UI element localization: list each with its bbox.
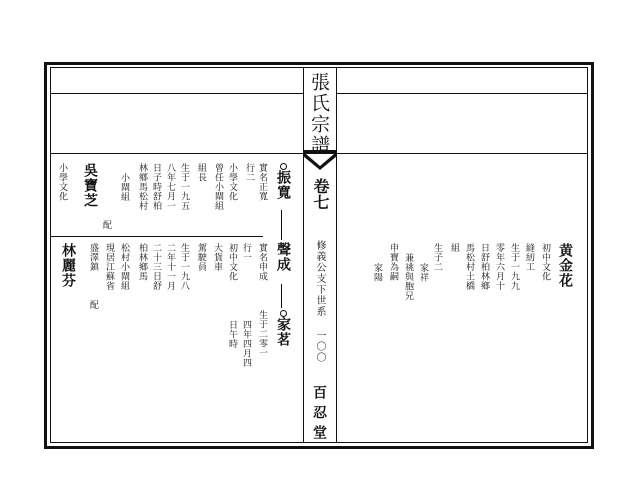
- volume-label: 卷七: [311, 178, 330, 210]
- bio-col: 小學文化: [57, 163, 67, 201]
- rule-left-header: [50, 153, 303, 154]
- bio-col: 日午時: [227, 320, 237, 349]
- bio-col: 松村小閘組: [119, 243, 129, 291]
- bio-col: 曾任小閘組: [213, 163, 223, 211]
- bio-col: 零年六月十: [494, 243, 504, 291]
- bio-col: 小閘組: [119, 173, 129, 202]
- bio-col: 初中文化: [540, 243, 550, 281]
- rule-left-middle: [50, 236, 263, 237]
- bio-col: 二十三日舒: [151, 243, 161, 291]
- bio-col: 縫紉工: [524, 243, 534, 272]
- lineage-connector: [281, 284, 282, 308]
- bio-col: 日子時舒柏: [151, 163, 161, 211]
- bio-col: 二年十一月: [165, 243, 175, 291]
- bio-col: 生于一九八: [179, 243, 189, 291]
- spouse-name-linlifen: 林麗芬: [60, 243, 76, 288]
- spouse-prefix: 配: [88, 300, 98, 310]
- child-note: 申寶為嗣: [388, 243, 398, 281]
- bio-col: 生于一九九: [509, 243, 519, 291]
- bio-col: 生于二零一: [257, 310, 267, 358]
- spouse-prefix: 配: [101, 220, 111, 230]
- children-label: 生子二: [432, 243, 442, 272]
- person-name-huangjinhua: 黄金花: [557, 243, 573, 288]
- child-name: 家祥: [418, 263, 428, 282]
- bio-col: 行二: [244, 163, 254, 182]
- bio-col: 四年四月四: [241, 320, 251, 368]
- bio-col: 盛澤鎮: [88, 243, 98, 272]
- generation-marker: [280, 163, 287, 170]
- rule-right-top: [336, 93, 588, 94]
- bio-col: 日舒柏林鄉: [479, 243, 489, 291]
- bio-col: 現居江蘇省: [104, 243, 114, 291]
- bio-col: 初中文化: [227, 243, 237, 281]
- person-name-zhenkuan: 振寬: [276, 163, 290, 200]
- bio-col: 生于一九五: [179, 163, 189, 211]
- bio-col: 柏林鄉馬: [137, 243, 147, 281]
- bio-col: 組長: [196, 163, 206, 182]
- bio-col: 實名正寬: [257, 163, 267, 201]
- bio-col: 行一: [241, 243, 251, 262]
- book-title: 張氏宗譜: [308, 72, 330, 156]
- hall-name: 百忍堂: [311, 385, 327, 445]
- rule-right-header: [336, 153, 588, 154]
- spouse-name-wubaozhi: 吳寶芝: [82, 163, 98, 208]
- person-name-jiaming: 家茗: [276, 310, 290, 347]
- lineage-connector: [281, 210, 282, 240]
- bio-col: 林鄉馬松村: [137, 163, 147, 211]
- child-name: 家陽: [372, 263, 382, 282]
- generation-marker: [280, 310, 287, 317]
- person-name-shengcheng: 聲成: [275, 242, 291, 272]
- bio-col: 駕駛員: [196, 243, 206, 272]
- bio-col: 大貨車: [212, 243, 222, 272]
- spine-line-left: [303, 67, 304, 443]
- page-number: 一〇〇: [314, 330, 325, 363]
- bio-col: 組: [449, 243, 459, 253]
- spine-line-right: [336, 67, 337, 443]
- rule-left-top: [50, 93, 303, 94]
- bio-col: 馬松村土橋: [464, 243, 474, 291]
- bio-col: 八年七月一: [165, 163, 175, 211]
- bio-col: 實名申成: [257, 243, 267, 281]
- bio-col: 小學文化: [227, 163, 237, 201]
- child-note: 兼祧與胞兄: [403, 253, 413, 301]
- branch-subtitle: 修義公支下世系: [314, 240, 325, 317]
